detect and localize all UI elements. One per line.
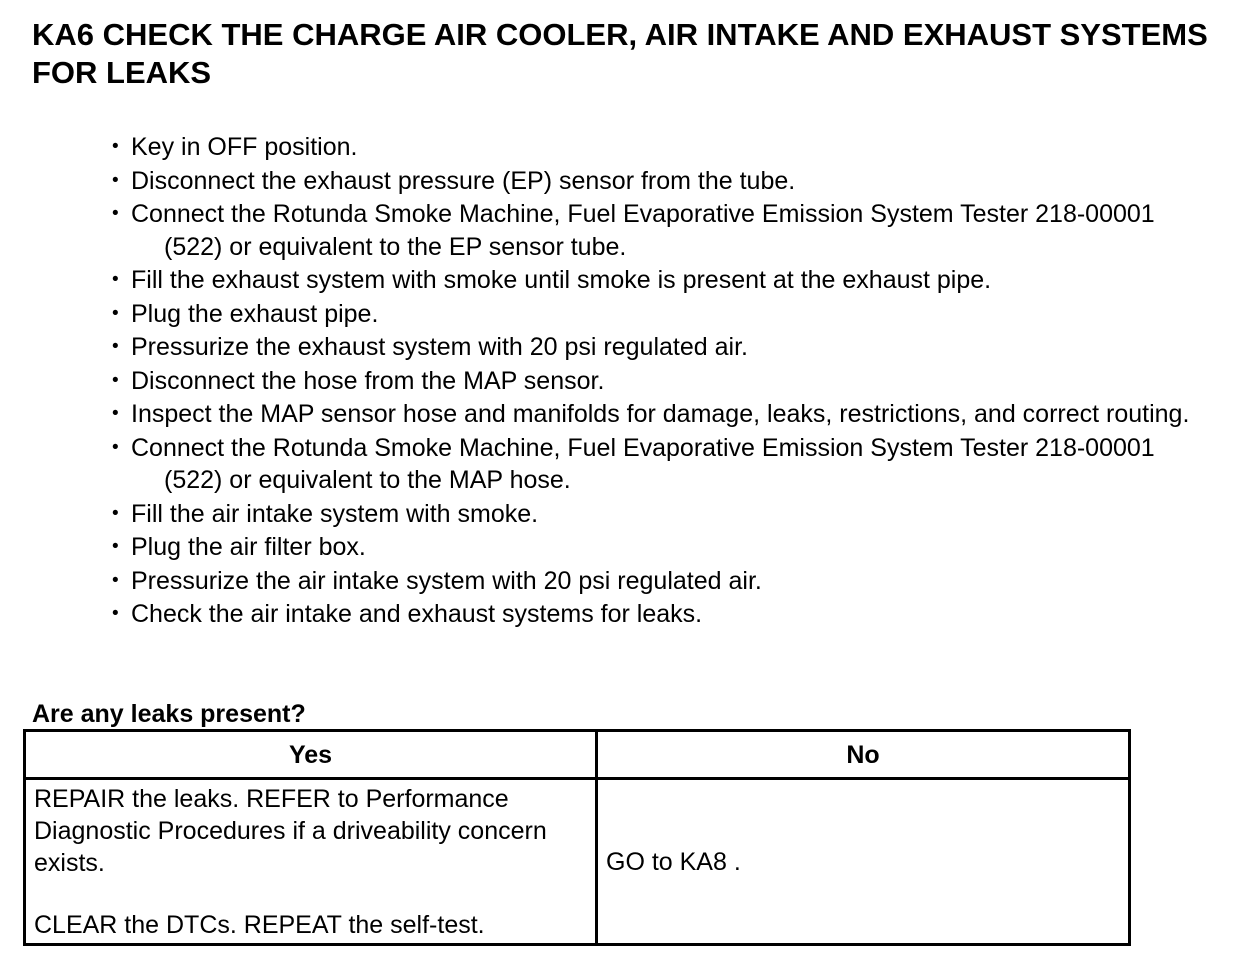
yes-action-cell: [25, 779, 597, 945]
list-item: [112, 598, 1212, 631]
step-text: Disconnect the exhaust pressure (EP) sensor from the tube.: [131, 166, 796, 195]
bullet-icon: •: [112, 269, 119, 290]
step-text: Pressurize the air intake system with 20 psi regulated air.: [131, 566, 762, 595]
list-item: [112, 331, 1212, 364]
list-item: [112, 432, 1212, 497]
procedure-step-list: [112, 131, 1212, 632]
bullet-icon: •: [112, 603, 119, 624]
list-item: [112, 398, 1212, 431]
step-text: Disconnect the hose from the MAP sensor.: [131, 366, 605, 395]
bullet-icon: •: [112, 302, 119, 324]
bullet-icon: •: [112, 569, 119, 591]
no-column-header: No: [597, 731, 1130, 779]
list-item: [112, 365, 1212, 398]
bullet-icon: •: [112, 436, 119, 458]
step-text: Check the air intake and exhaust systems for leaks.: [131, 600, 703, 628]
bullet-icon: •: [112, 502, 119, 524]
step-text: Plug the exhaust pipe.: [131, 299, 379, 328]
step-text: Fill the exhaust system with smoke until smoke is present at the exhaust pipe.: [131, 266, 992, 294]
step-text: Plug the air filter box.: [131, 533, 366, 561]
list-item: [112, 264, 1212, 297]
bullet-icon: •: [112, 536, 119, 557]
yes-column-header: Yes: [25, 731, 597, 779]
step-text: Key in OFF position.: [131, 133, 358, 161]
bullet-icon: •: [112, 203, 119, 224]
table-row: [25, 779, 1130, 945]
list-item: [112, 298, 1212, 331]
step-text: Connect the Rotunda Smoke Machine, Fuel Evaporative Emission System Tester 218-00001 (522) or equivalent to the EP sensor tube.: [131, 200, 1155, 261]
bullet-icon: •: [112, 403, 119, 424]
decision-question: Are any leaks present?: [32, 700, 306, 728]
yes-action-clear-text: CLEAR the DTCs. REPEAT the self-test.: [34, 910, 485, 939]
list-item: [112, 198, 1212, 263]
yes-action-repair-text: REPAIR the leaks. REFER to Performance Diagnostic Procedures if a driveability concern exists.: [34, 784, 547, 877]
list-item: [112, 565, 1212, 598]
step-text: Inspect the MAP sensor hose and manifolds for damage, leaks, restrictions, and correct routing.: [131, 400, 1190, 428]
list-item: [112, 531, 1212, 564]
bullet-icon: •: [112, 336, 119, 357]
list-item: [112, 498, 1212, 531]
decision-table: [23, 729, 1131, 946]
list-item: [112, 165, 1212, 198]
table-header-row: [25, 731, 1130, 779]
no-action-cell: GO to KA8 .: [597, 779, 1130, 945]
step-text: Fill the air intake system with smoke.: [131, 499, 539, 528]
step-text: Pressurize the exhaust system with 20 psi regulated air.: [131, 333, 748, 361]
list-item: [112, 131, 1212, 164]
bullet-icon: •: [112, 169, 119, 191]
bullet-icon: •: [112, 369, 119, 391]
bullet-icon: •: [112, 136, 119, 157]
page-title: KA6 CHECK THE CHARGE AIR COOLER, AIR INTAKE AND EXHAUST SYSTEMS FOR LEAKS: [32, 17, 1208, 90]
step-text: Connect the Rotunda Smoke Machine, Fuel Evaporative Emission System Tester 218-00001 (522) or equivalent to the MAP hose.: [131, 433, 1155, 494]
